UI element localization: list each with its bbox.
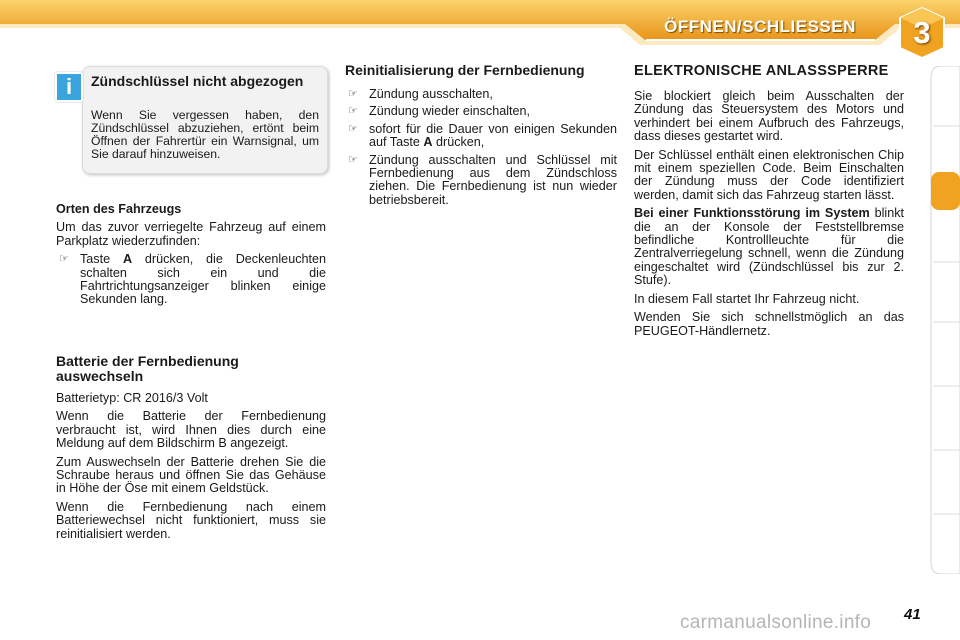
info-icon: i [55, 72, 83, 102]
info-box-title: Zündschlüssel nicht abgezogen [91, 73, 304, 89]
locate-bullet-pre: Taste [80, 252, 123, 267]
locate-bullet [56, 253, 326, 307]
key-a-label: A [423, 135, 433, 150]
reinit-heading: Reinitialisierung der Fernbedienung [345, 62, 585, 78]
reinit-bullet-3-post: drücken, [432, 135, 485, 150]
locate-bullet-post: drücken, die Deckenleuchten schalten sich ein und die Fahrtrichtungsanzeiger blinken einige Sekunden lang. [80, 252, 327, 307]
immobilizer-paragraph-2: Der Schlüssel enthält einen elektronischen Chip mit einem speziellen Code. Beim Einschalten der Zündung muss der Code identifiziert werden, damit sich das Fahrzeug starten lässt. [634, 147, 904, 202]
immobilizer-malfunction-text: blinkt die an der Konsole der Feststellbremse befindliche Kontrollleuchte für die Zentralverriegelung schnell, wenn die Zündung eingeschaltet wird (Zündschlüssel bis zur 2. Stufe). [634, 206, 904, 288]
immobilizer-heading: ELEKTRONISCHE ANLASSSPERRE [634, 63, 889, 79]
reinit-bullet-1-text: Zündung ausschalten, [369, 87, 493, 101]
chapter-side-tabs [927, 66, 960, 574]
battery-heading: Batterie der Fernbedienung auswechseln [56, 353, 239, 384]
pointing-hand-icon: ☞ [348, 122, 358, 135]
watermark-text: carmanualsonline.info [680, 612, 872, 633]
pointing-hand-icon: ☞ [348, 88, 358, 100]
section-immobilizer [634, 63, 904, 343]
locate-heading: Orten des Fahrzeugs [56, 202, 182, 216]
active-chapter-tab [931, 172, 960, 210]
reinit-bullet-1 [345, 88, 617, 101]
key-a-label: A [122, 252, 133, 267]
pointing-hand-icon: ☞ [59, 253, 69, 266]
immobilizer-paragraph-5: Wenden Sie sich schnellstmöglich an das PEUGEOT-Händlernetz. [634, 310, 904, 338]
immobilizer-paragraph-3 [634, 207, 904, 287]
info-box-text: Wenn Sie vergessen haben, den Zündschlüssel abzuziehen, ertönt beim Öffnen der Fahrertür ein Warnsignal, um Sie darauf hinzuweisen. [91, 108, 319, 161]
battery-paragraph-1: Wenn die Batterie der Fernbedienung verbraucht ist, wird Ihnen dies durch eine Meldung auf dem Bildschirm B angezeigt. [56, 409, 326, 451]
reinit-bullet-2 [345, 105, 617, 118]
reinit-bullet-4 [345, 154, 617, 208]
battery-paragraph-2: Zum Auswechseln der Batterie drehen Sie die Schraube heraus und öffnen Sie das Gehäuse in Höhe der Öse mit einem Geldstück. [56, 454, 326, 496]
reinit-bullet-4-text: Zündung ausschalten und Schlüssel mit Fernbedienung aus dem Zündschloss ziehen. Die Fernbedienung ist nun wieder betriebsbereit. [369, 152, 617, 207]
chapter-number: 3 [913, 15, 931, 50]
locate-intro: Um das zuvor verriegelte Fahrzeug auf einem Parkplatz wiederzufinden: [56, 220, 326, 248]
battery-paragraph-3: Wenn die Fernbedienung nach einem Batteriewechsel nicht funktioniert, muss sie reinitialisiert werden. [56, 499, 326, 541]
chapter-title: ÖFFNEN/SCHLIESSEN [664, 17, 856, 36]
section-reinit [345, 63, 617, 211]
pointing-hand-icon: ☞ [348, 105, 358, 118]
immobilizer-paragraph-4: In diesem Fall startet Ihr Fahrzeug nicht. [634, 291, 860, 306]
reinit-bullet-3-pre: sofort für die Dauer von einigen Sekunden auf Taste [369, 121, 617, 150]
page-number: 41 [904, 606, 921, 623]
side-tabs-shape [927, 66, 960, 574]
immobilizer-paragraph-1: Sie blockiert gleich beim Ausschalten der Zündung das Steuersystem des Motors und verhindert bei einem Aufbruch des Fahrzeugs, dass dieses gestartet wird. [634, 89, 904, 144]
reinit-bullet-3 [345, 123, 617, 150]
immobilizer-malfunction-label: Bei einer Funktionsstörung im System [634, 206, 870, 221]
section-battery [56, 354, 326, 546]
reinit-bullet-2-text: Zündung wieder einschalten, [369, 104, 531, 119]
info-box [82, 66, 328, 174]
battery-type: Batterietyp: CR 2016/3 Volt [56, 391, 208, 405]
pointing-hand-icon: ☞ [348, 153, 358, 166]
section-locate [56, 203, 326, 311]
